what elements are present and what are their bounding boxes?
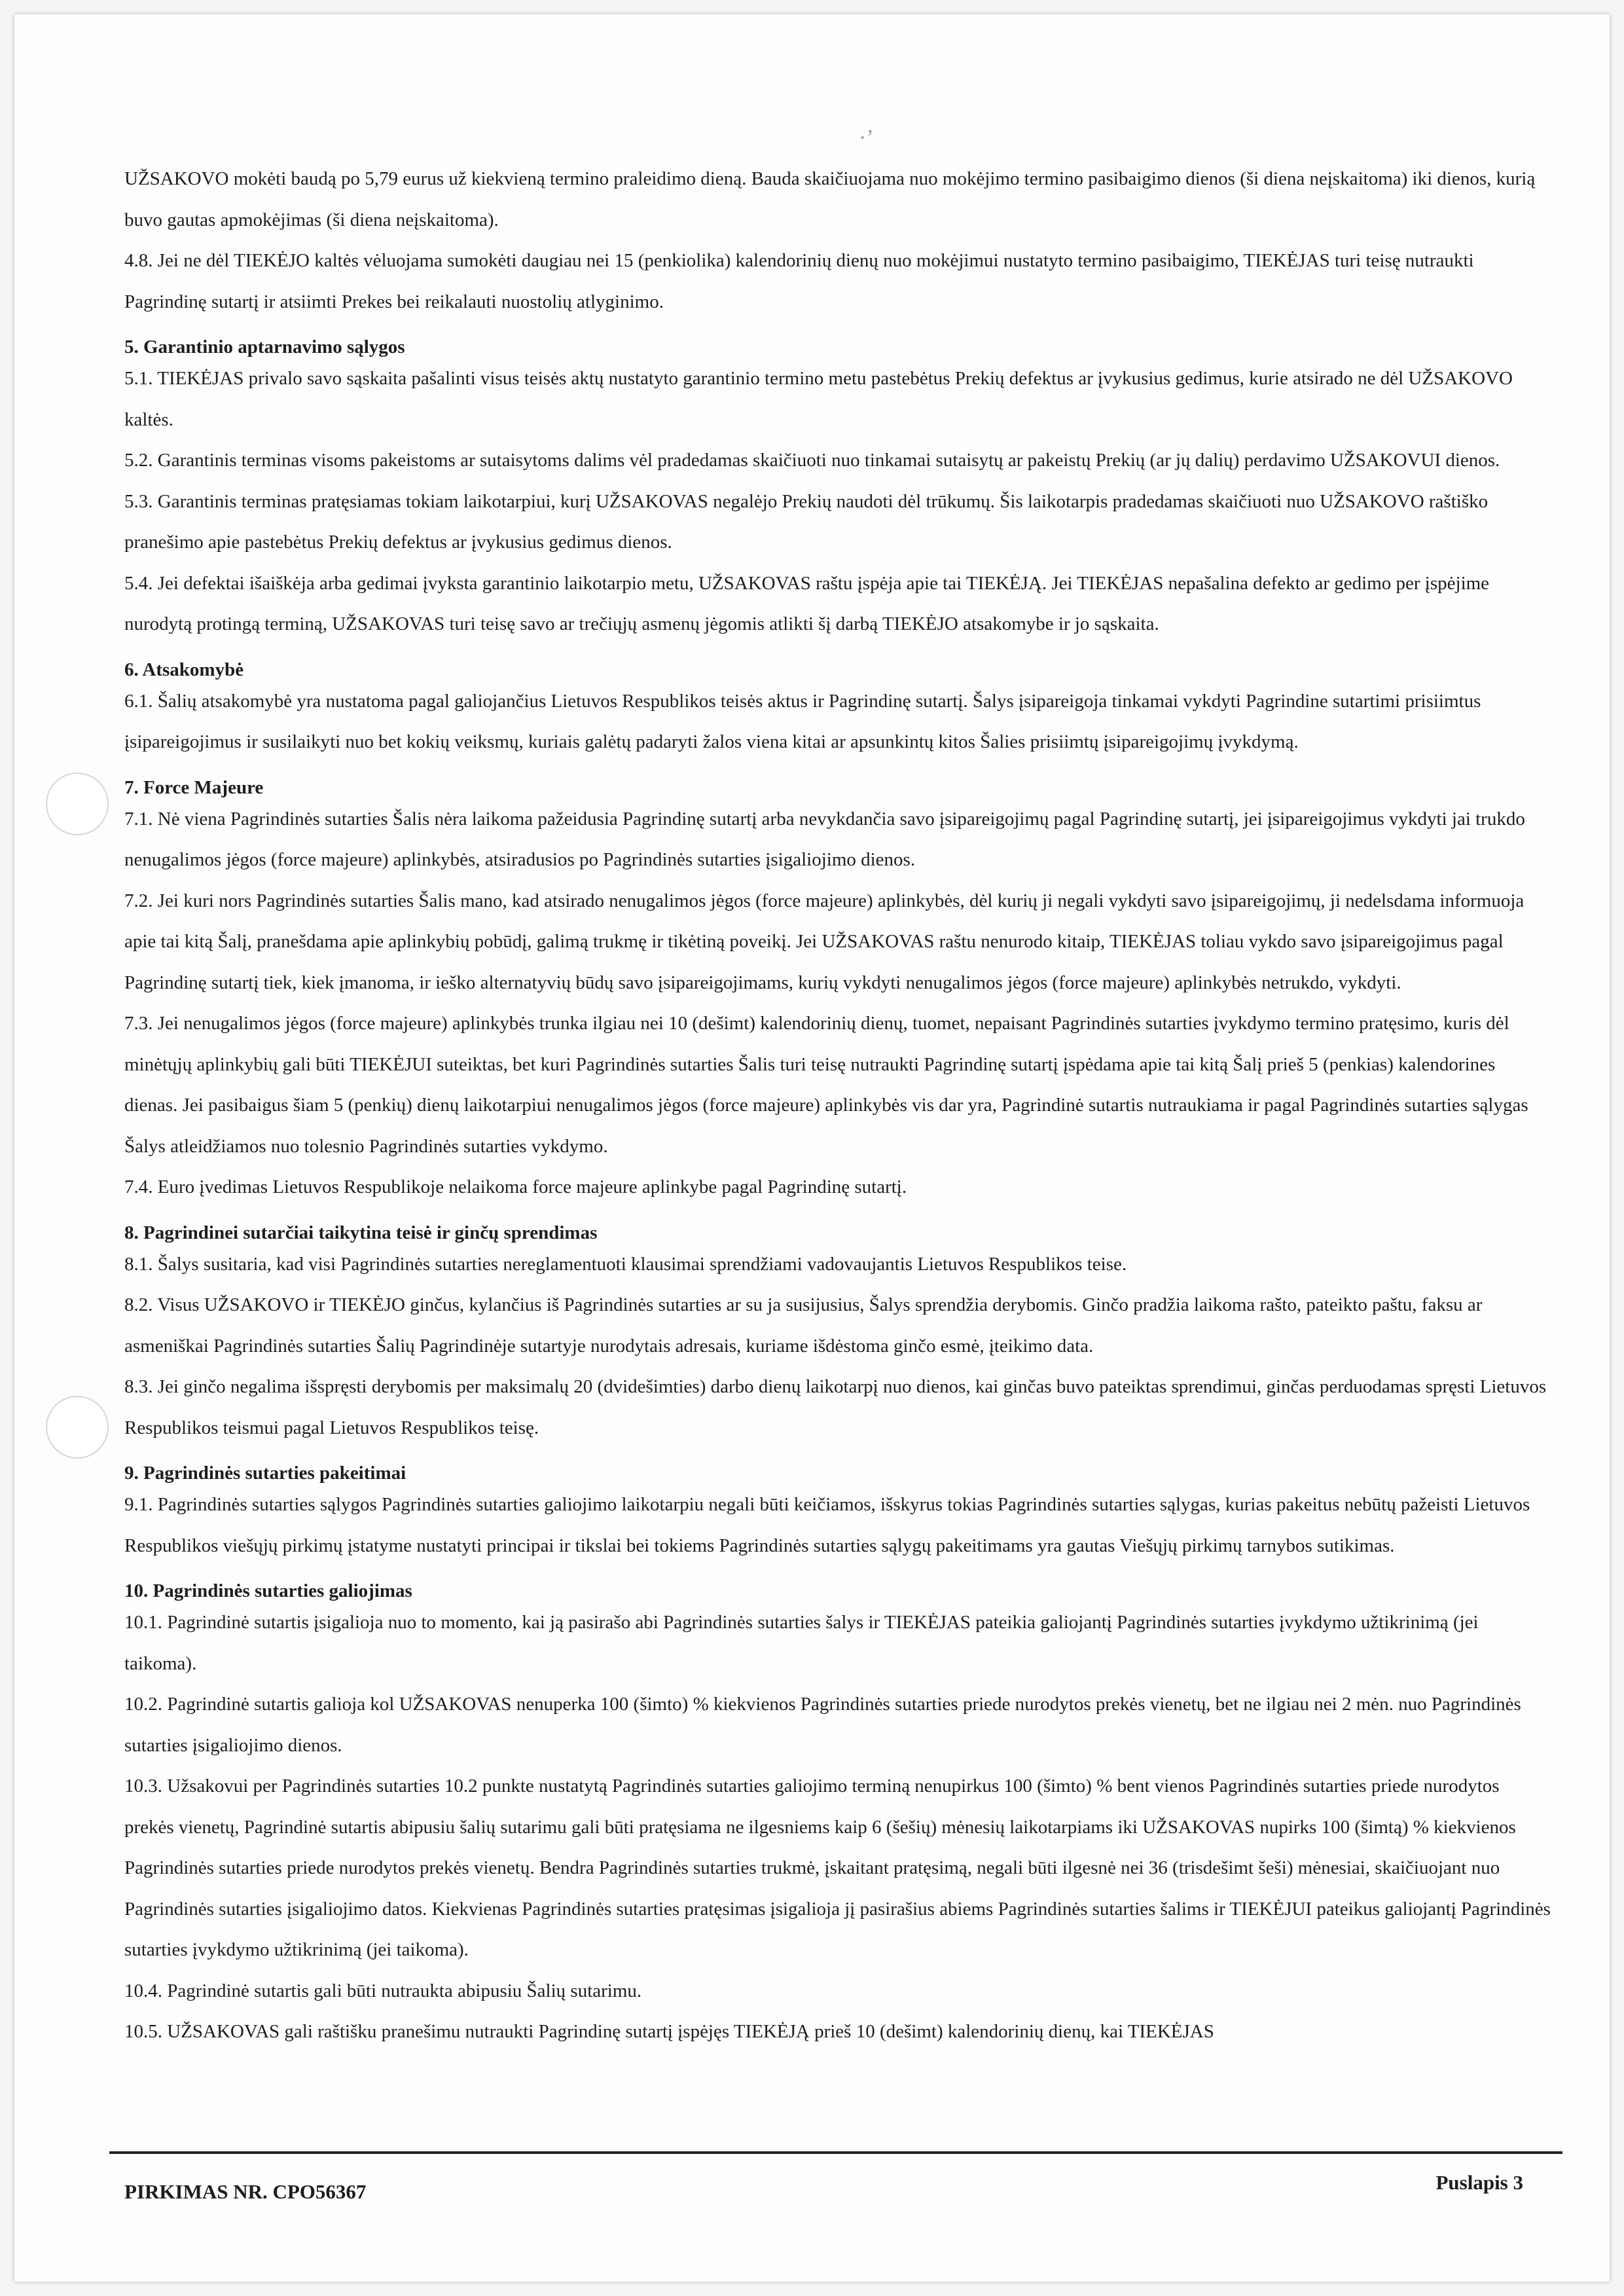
section-heading: 7. Force Majeure <box>124 776 264 798</box>
paragraph: 8.2. Visus UŽSAKOVO ir TIEKĖJO ginčus, kylančius iš Pagrindinės sutarties ar su ja susijusius, Šalys sprendžia derybomis. Ginčo pradžia laikoma rašto, pateikto paštu, faksu ar asmeniškai Pagrindinės sutarties Šalių Pagrindinėje sutartyje nurodytais adresais, kuriame išdėstoma ginčo esmė, įteikimo data. <box>124 1294 1483 1357</box>
section-applicable-law <box>124 1222 1551 1449</box>
document-page <box>14 14 1610 2282</box>
paragraph: 6.1. Šalių atsakomybė yra nustatoma pagal galiojančius Lietuvos Respublikos teisės aktus ir Pagrindinę sutartį. Šalys įsipareigoja tinkamai vykdyti Pagrindine sutartimi prisiimtus įsipareigojimus ir susilaikyti nuo bet kokių veiksmų, kuriais galėtų padaryti žalos viena kitai ar apsunkintų kitos Šalies prisiimtų įsipareigojimų įvykdymą. <box>124 690 1481 752</box>
section-heading: 5. Garantinio aptarnavimo sąlygos <box>124 337 405 357</box>
document-body <box>124 158 1551 2052</box>
paragraph: 5.2. Garantinis terminas visoms pakeistoms ar sutaisytoms dalims vėl pradedamas skaičiuoti nuo tinkamai sutaisytų ar pakeistų Prekių (ar jų dalių) perdavimo UŽSAKOVUI dienos. <box>124 450 1500 471</box>
section-warranty <box>124 337 1551 645</box>
intro-block <box>124 158 1551 322</box>
section-heading: 9. Pagrindinės sutarties pakeitimai <box>124 1463 406 1484</box>
paragraph: 10.5. UŽSAKOVAS gali raštišku pranešimu nutraukti Pagrindinę sutartį įspėjęs TIEKĖJĄ prieš 10 (dešimt) kalendorinių dienų, kai TIEKĖJAS <box>124 2021 1214 2042</box>
paragraph: 10.2. Pagrindinė sutartis galioja kol UŽSAKOVAS nenuperka 100 (šimto) % kiekvienos Pagrindinės sutarties priede nurodytos prekės vienetų, bet ne ilgiau nei 2 mėn. nuo Pagrindinės sutarties įsigaliojimo dienos. <box>124 1694 1521 1756</box>
pen-mark: ·ʼ <box>859 126 874 150</box>
section-force-majeure <box>124 777 1551 1208</box>
paragraph: 10.1. Pagrindinė sutartis įsigalioja nuo to momento, kai ją pasirašo abi Pagrindinės sutarties šalys ir TIEKĖJAS pateikia galiojantį Pagrindinės sutarties įvykdymo užtikrinimą (jei taikoma). <box>124 1612 1479 1674</box>
section-heading: 10. Pagrindinės sutarties galiojimas <box>124 1580 412 1601</box>
paragraph: 9.1. Pagrindinės sutarties sąlygos Pagrindinės sutarties galiojimo laikotarpiu negali būti keičiamos, išskyrus tokias Pagrindinės sutarties sąlygas, kurias pakeitus nebūtų pažeisti Lietuvos Respublikos viešųjų pirkimų įstatyme nustatyti principai ir tikslai bei tokiems Pagrindinės sutarties sąlygų pakeitimams yra gautas Viešųjų pirkimų tarnybos sutikimas. <box>124 1494 1530 1556</box>
punch-hole-lower <box>46 1396 109 1459</box>
section-heading: 6. Atsakomybė <box>124 659 244 680</box>
paragraph: 10.3. Užsakovui per Pagrindinės sutarties 10.2 punkte nustatytą Pagrindinės sutarties galiojimo terminą nenupirkus 100 (šimto) % bent vienos Pagrindinės sutarties priede nurodytos prekės vienetų, Pagrindinė sutartis abipusiu šalių sutarimu gali būti pratęsiama ne ilgesniems kaip 6 (šešių) mėnesių laikotarpiams iki UŽSAKOVAS nupirks 100 (šimtą) % kiekvienos Pagrindinės sutarties priede nurodytos prekės vienetų. Bendra Pagrindinės sutarties trukmė, įskaitant pratęsimą, negali būti ilgesnė nei 36 (trisdešimt šeši) mėnesiai, skaičiuojant nuo Pagrindinės sutarties įsigaliojimo datos. Kiekvienas Pagrindinės sutarties pratęsimas įsigalioja jį pasirašius abiems Pagrindinės sutarties šalims ir TIEKĖJUI pateikus galiojantį Pagrindinės sutarties įvykdymo užtikrinimą (jei taikoma). <box>124 1776 1551 1960</box>
section-liability <box>124 659 1551 763</box>
paragraph: 5.3. Garantinis terminas pratęsiamas tokiam laikotarpiui, kurį UŽSAKOVAS negalėjo Prekių naudoti dėl trūkumų. Šis laikotarpis pradedamas skaičiuoti nuo UŽSAKOVO raštiško pranešimo apie pastebėtus Prekių defektus ar įvykusius gedimus dienos. <box>124 490 1489 553</box>
section-amendments <box>124 1463 1551 1566</box>
paragraph: 7.3. Jei nenugalimos jėgos (force majeure) aplinkybės trunka ilgiau nei 10 (dešimt) kalendorinių dienų, tuomet, nepaisant Pagrindinės sutarties įvykdymo termino pratęsimo, kuris dėl minėtųjų aplinkybių gali būti TIEKĖJUI suteiktas, bet kuri Pagrindinės sutarties Šalis turi teisę nutraukti Pagrindinę sutartį įspėdama apie tai kitą Šalį prieš 5 (penkias) kalendorines dienas. Jei pasibaigus šiam 5 (penkių) dienų laikotarpiui nenugalimos jėgos (force majeure) aplinkybės vis dar yra, Pagrindinė sutartis nutraukiama ir pagal Pagrindinės sutarties sąlygas Šalys atleidžiamos nuo tolesnio Pagrindinės sutarties vykdymo. <box>124 1013 1528 1157</box>
section-validity <box>124 1580 1551 2052</box>
paragraph: 5.4. Jei defektai išaiškėja arba gedimai įvyksta garantinio laikotarpio metu, UŽSAKOVAS raštu įspėja apie tai TIEKĖJĄ. Jei TIEKĖJAS nepašalina defekto ar gedimo per įspėjime nurodytą protingą terminą, UŽSAKOVAS turi teisę savo ar trečiųjų asmenų jėgomis atlikti šį darbą TIEKĖJO atsakomybe ir jo sąskaita. <box>124 572 1490 634</box>
paragraph: 8.1. Šalys susitaria, kad visi Pagrindinės sutarties nereglamentuoti klausimai sprendžiami vadovaujantis Lietuvos Respublikos teise. <box>124 1253 1127 1275</box>
paragraph: 7.4. Euro įvedimas Lietuvos Respublikoje nelaikoma force majeure aplinkybe pagal Pagrindinę sutartį. <box>124 1176 907 1197</box>
paragraph: 7.2. Jei kuri nors Pagrindinės sutarties Šalis mano, kad atsirado nenugalimos jėgos (force majeure) aplinkybės, dėl kurių ji negali vykdyti savo įsipareigojimų, ji nedelsdama informuoja apie tai kitą Šalį, pranešdama apie aplinkybių pobūdį, galimą trukmę ir tikėtiną poveikį. Jei UŽSAKOVAS raštu nenurodo kitaip, TIEKĖJAS toliau vykdo savo įsipareigojimus pagal Pagrindinę sutartį tiek, kiek įmanoma, ir ieško alternatyvių būdų savo įsipareigojimams, kurių vykdyti nenugalimos jėgos (force majeure) aplinkybės netrukdo, vykdyti. <box>124 890 1525 993</box>
paragraph: 5.1. TIEKĖJAS privalo savo sąskaita pašalinti visus teisės aktų nustatyto garantinio termino metu pastebėtus Prekių defektus ar įvykusius gedimus, kurie atsirado ne dėl UŽSAKOVO kaltės. <box>124 368 1513 430</box>
paragraph: 8.3. Jei ginčo negalima išspręsti derybomis per maksimalų 20 (dvidešimties) darbo dienų laikotarpį nuo dienos, kai ginčas buvo pateiktas sprendimui, ginčas perduodamas spręsti Lietuvos Respublikos teismui pagal Lietuvos Respublikos teisę. <box>124 1376 1547 1438</box>
section-heading: 8. Pagrindinei sutarčiai taikytina teisė ir ginčų sprendimas <box>124 1222 598 1243</box>
paragraph: UŽSAKOVO mokėti baudą po 5,79 eurus už kiekvieną termino praleidimo dieną. Bauda skaičiuojama nuo mokėjimo termino pasibaigimo dienos (ši diena neįskaitoma) iki dienos, kurią buvo gautas apmokėjimas (ši diena neįskaitoma). <box>124 168 1536 230</box>
paragraph: 10.4. Pagrindinė sutartis gali būti nutraukta abipusiu Šalių sutarimu. <box>124 1980 642 2001</box>
paragraph: 7.1. Nė viena Pagrindinės sutarties Šalis nėra laikoma pažeidusia Pagrindinę sutartį arba nevykdančia savo įsipareigojimų pagal Pagrindinę sutartį, jei įsipareigojimus vykdyti jai trukdo nenugalimos jėgos (force majeure) aplinkybės, atsiradusios po Pagrindinės sutarties įsigaliojimo dienos. <box>124 808 1525 870</box>
footer-page-number: Puslapis 3 <box>1435 2171 1523 2194</box>
footer-procurement-number: PIRKIMAS NR. CPO56367 <box>124 2180 367 2203</box>
footer-divider <box>109 2151 1562 2154</box>
punch-hole-upper <box>46 773 109 835</box>
paragraph: 4.8. Jei ne dėl TIEKĖJO kaltės vėluojama sumokėti daugiau nei 15 (penkiolika) kalendorinių dienų nuo mokėjimui nustatyto termino pasibaigimo, TIEKĖJAS turi teisę nutraukti Pagrindinę sutartį ir atsiimti Prekes bei reikalauti nuostolių atlyginimo. <box>124 250 1474 312</box>
